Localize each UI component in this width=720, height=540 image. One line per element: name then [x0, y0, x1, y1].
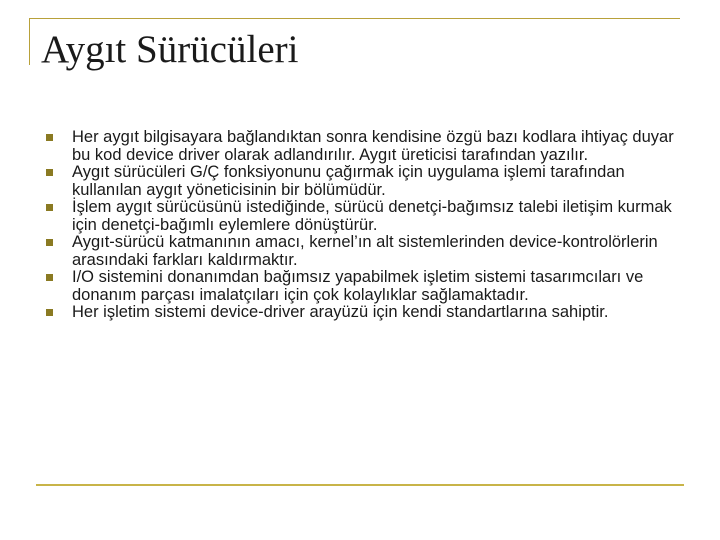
square-bullet-icon: [46, 204, 53, 211]
bullet-item: [44, 164, 694, 199]
bullet-text: Her aygıt bilgisayara bağlandıktan sonra kendisine özgü bazı kodlara ihtiyaç duyar bu kod device driver olarak adlandırılır. Aygıt üreticisi tarafından yazılır.: [72, 128, 674, 164]
square-bullet-icon: [46, 274, 53, 281]
bullet-item: [44, 269, 694, 304]
left-frame-line: [29, 18, 30, 65]
bullet-item: [44, 199, 694, 234]
bullet-item: [44, 304, 694, 322]
square-bullet-icon: [46, 239, 53, 246]
square-bullet-icon: [46, 309, 53, 316]
bullet-item: [44, 234, 694, 269]
bullet-text: I/O sistemini donanımdan bağımsız yapabilmek işletim sistemi tasarımcıları ve donanım parçası imalatçıları için çok kolaylıklar sağlamaktadır.: [72, 268, 644, 304]
bullet-list: [44, 129, 694, 322]
square-bullet-icon: [46, 169, 53, 176]
bullet-text: Her işletim sistemi device-driver arayüzü için kendi standartlarına sahiptir.: [72, 303, 609, 321]
bullet-text: Aygıt-sürücü katmanının amacı, kernel’ın alt sistemlerinden device-kontrolörlerin arasındaki farkları kaldırmaktır.: [72, 233, 658, 269]
top-frame-line: [29, 18, 680, 19]
bottom-frame-line: [36, 484, 684, 486]
square-bullet-icon: [46, 134, 53, 141]
slide-title: Aygıt Sürücüleri: [41, 28, 299, 71]
bullet-text: Aygıt sürücüleri G/Ç fonksiyonunu çağırmak için uygulama işlemi tarafından kullanılan aygıt yöneticisinin bir bölümüdür.: [72, 163, 625, 199]
bullet-item: [44, 129, 694, 164]
bullet-text: İşlem aygıt sürücüsünü istediğinde, sürücü denetçi-bağımsız talebi iletişim kurmak için denetçi-bağımlı eylemlere dönüştürür.: [72, 198, 672, 234]
